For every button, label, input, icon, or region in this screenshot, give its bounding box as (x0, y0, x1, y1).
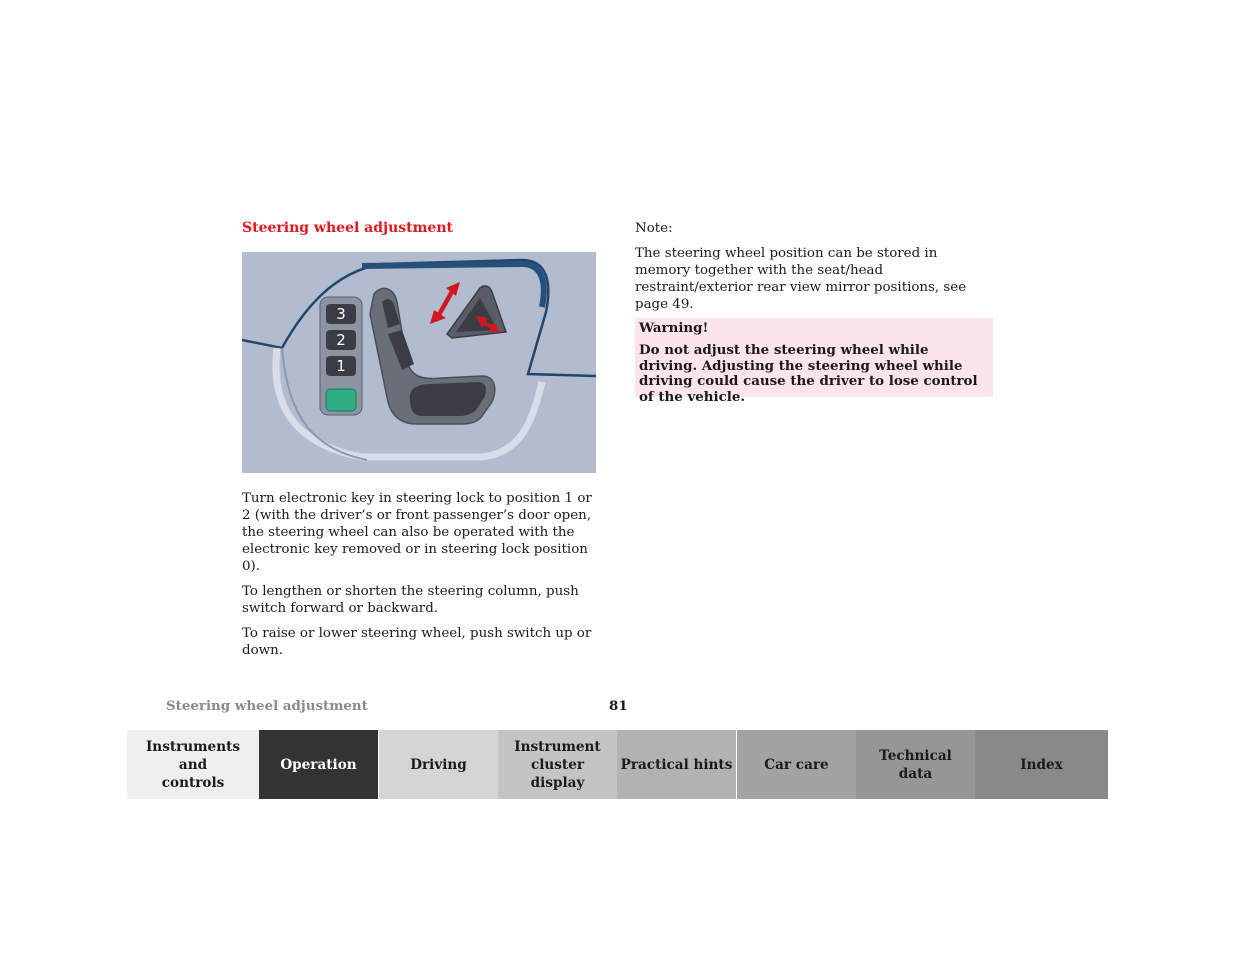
note-block (635, 220, 995, 321)
nav-tab-instruments-and-controls[interactable] (127, 730, 259, 799)
warning-text: Do not adjust the steering wheel while driving. Adjusting the steering wheel while driving could cause the driver to lose control of the vehicle. (639, 342, 978, 405)
nav-tab-practical-hints[interactable] (617, 730, 737, 799)
nav-tab-instrument-cluster-display[interactable] (498, 730, 617, 799)
note-text: The steering wheel position can be stored in memory together with the seat/head restraint/exterior rear view mirror positions, see page 49. (635, 246, 967, 312)
nav-tab-driving[interactable] (378, 730, 498, 799)
nav-tab-label: Practical hints (620, 756, 733, 773)
memory-button-3-label: 3 (336, 305, 346, 323)
instruction-paragraph-1: Turn electronic key in steering lock to position 1 or 2 (with the driver’s or front passenger’s door open, the steering wheel can also be operated with the electronic key removed or in steering lock position 0). (242, 491, 592, 574)
chapter-navigation (127, 730, 1108, 799)
section-title: Steering wheel adjustment (242, 220, 453, 236)
seat-control-illustration (242, 252, 596, 473)
warning-title: Warning! (639, 320, 709, 336)
instruction-paragraph-2: To lengthen or shorten the steering column, push switch forward or backward. (242, 584, 579, 616)
instructions-text (242, 490, 602, 667)
nav-tab-label: Index (1020, 756, 1063, 773)
nav-tab-operation[interactable] (259, 730, 378, 799)
memory-button-2-label: 2 (336, 331, 346, 349)
nav-tab-car-care[interactable] (737, 730, 856, 799)
nav-tab-index[interactable] (975, 730, 1108, 799)
nav-tab-label: Car care (764, 756, 829, 773)
page-number: 81 (609, 698, 628, 714)
nav-tab-label: Technical data (879, 747, 952, 782)
nav-tab-label: Instrument cluster display (514, 738, 601, 791)
nav-tab-technical-data[interactable] (856, 730, 975, 799)
memory-button-1-label: 1 (336, 357, 346, 375)
warning-box (635, 318, 993, 405)
instruction-paragraph-3: To raise or lower steering wheel, push switch up or down. (242, 626, 592, 658)
nav-tab-label: Instruments and controls (145, 738, 241, 791)
footer-section-title: Steering wheel adjustment (166, 698, 368, 714)
note-label: Note: (635, 221, 673, 236)
nav-tab-label: Operation (280, 756, 357, 773)
nav-tab-label: Driving (410, 756, 467, 773)
